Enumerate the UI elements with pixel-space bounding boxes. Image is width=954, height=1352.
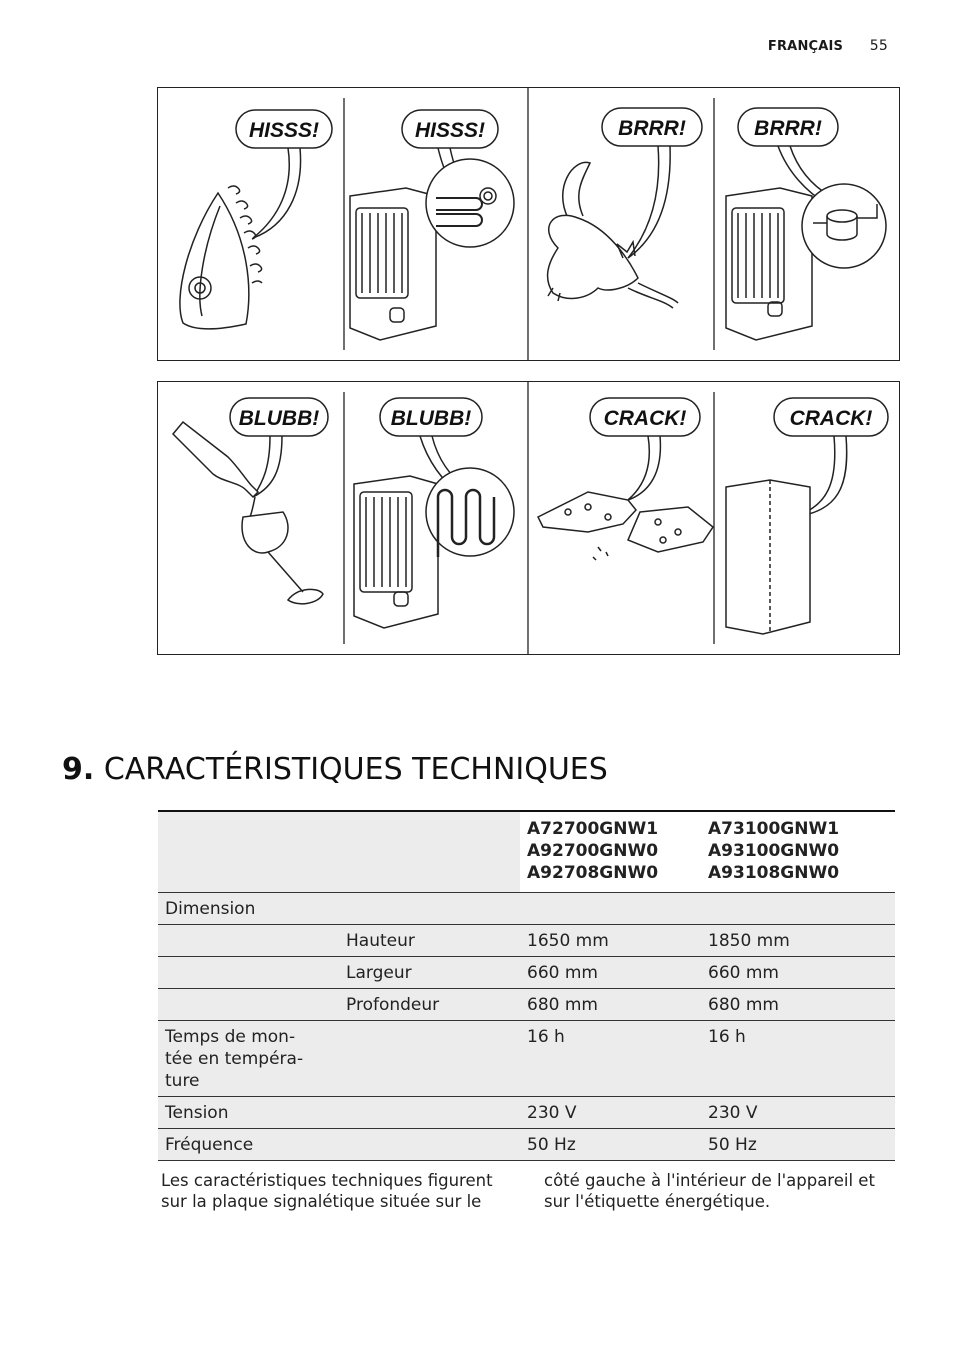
value-a — [520, 893, 701, 925]
row-label: Temps de mon- tée en tempéra- ture — [158, 1021, 339, 1097]
value-b — [701, 893, 895, 925]
value-a: 1650 mm — [520, 925, 701, 957]
cracked-ice-drawing — [538, 492, 713, 560]
bubble-text: CRACK! — [789, 407, 873, 430]
illustration-top-svg — [158, 88, 899, 360]
note-left: Les caractéristiques techniques figurent sur la plaque signalétique située sur le — [161, 1171, 493, 1211]
steam-iron-drawing — [180, 186, 262, 329]
bubble-text: HISSS! — [248, 119, 320, 142]
bubble-text: BLUBB! — [390, 407, 472, 430]
row-sublabel: Profondeur — [339, 989, 520, 1021]
value-b: 680 mm — [701, 989, 895, 1021]
row-sublabel — [339, 893, 520, 925]
header-blank-cell — [339, 811, 520, 893]
bubble-text: BRRR! — [618, 117, 686, 140]
models-b-cell — [701, 811, 895, 893]
table-row — [158, 989, 895, 1021]
value-b: 16 h — [701, 1021, 895, 1097]
value-b: 230 V — [701, 1097, 895, 1129]
bubble-brrr-2 — [738, 108, 838, 203]
section-heading — [62, 752, 608, 787]
bubble-text: HISSS! — [414, 119, 486, 142]
row-label: Fréquence — [158, 1129, 339, 1161]
bubble-text: CRACK! — [603, 407, 687, 430]
row-label — [158, 989, 339, 1021]
page-number: 55 — [869, 38, 888, 54]
value-b: 1850 mm — [701, 925, 895, 957]
table-row — [158, 893, 895, 925]
illustration-panel-bottom — [157, 381, 900, 655]
row-label — [158, 925, 339, 957]
specs-header-row — [158, 811, 895, 893]
section-title: CARACTÉRISTIQUES TECHNIQUES — [103, 752, 608, 787]
fridge-back-drawing — [350, 159, 514, 340]
row-sublabel — [339, 1097, 520, 1129]
row-sublabel — [339, 1129, 520, 1161]
row-sublabel: Largeur — [339, 957, 520, 989]
note-right: côté gauche à l'intérieur de l'appareil et sur l'étiquette énergétique. — [544, 1171, 875, 1211]
row-sublabel: Hauteur — [339, 925, 520, 957]
table-row — [158, 957, 895, 989]
header-blank-cell — [158, 811, 339, 893]
bubble-text: BRRR! — [754, 117, 822, 140]
value-a: 16 h — [520, 1021, 701, 1097]
value-a: 660 mm — [520, 957, 701, 989]
value-b: 660 mm — [701, 957, 895, 989]
header-language: FRANÇAIS — [767, 39, 844, 54]
section-number: 9. — [62, 752, 95, 787]
row-label — [158, 957, 339, 989]
model-name: A92708GNW0 — [527, 863, 659, 883]
model-name: A73100GNW1 — [708, 819, 840, 839]
table-row — [158, 1129, 895, 1161]
bubble-text: BLUBB! — [238, 407, 320, 430]
bubble-brrr-1 — [602, 108, 702, 258]
cat-drawing — [548, 162, 678, 308]
table-row — [158, 1021, 895, 1097]
models-a-cell — [520, 811, 701, 893]
model-name: A92700GNW0 — [527, 841, 659, 861]
fridge-compressor-drawing — [726, 184, 886, 340]
row-sublabel — [339, 1021, 520, 1097]
wine-pouring-drawing — [173, 422, 323, 604]
fridge-cabinet-drawing — [726, 480, 810, 634]
value-a: 230 V — [520, 1097, 701, 1129]
page-header — [768, 38, 888, 54]
model-name: A72700GNW1 — [527, 819, 659, 839]
value-a: 50 Hz — [520, 1129, 701, 1161]
table-row — [158, 925, 895, 957]
row-label: Tension — [158, 1097, 339, 1129]
illustration-panel-top — [157, 87, 900, 361]
illustration-bottom-svg — [158, 382, 899, 654]
bubble-crack-1 — [590, 398, 700, 500]
row-label: Dimension — [158, 893, 339, 925]
value-a: 680 mm — [520, 989, 701, 1021]
model-name: A93108GNW0 — [708, 863, 840, 883]
fridge-pipes-drawing — [354, 468, 514, 628]
model-name: A93100GNW0 — [708, 841, 840, 861]
value-b: 50 Hz — [701, 1129, 895, 1161]
specs-table — [158, 810, 895, 1161]
table-row — [158, 1097, 895, 1129]
